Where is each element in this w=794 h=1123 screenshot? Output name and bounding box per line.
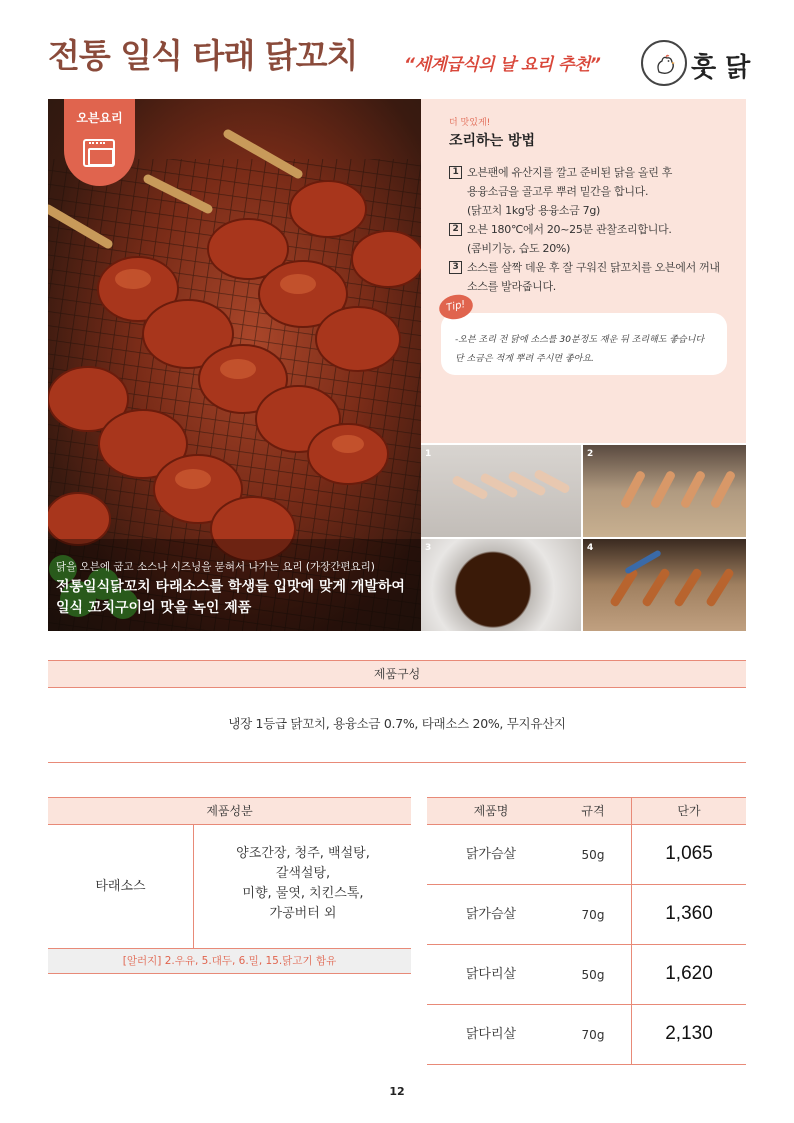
step-photo-1 (421, 445, 581, 537)
hero-photo (48, 99, 421, 631)
product-price: 1,620 (631, 945, 746, 1005)
table-row (427, 945, 746, 1005)
step-text: (닭꼬치 1kg당 용융소금 7g) (467, 204, 601, 217)
cooking-method-badge (64, 99, 135, 186)
product-price: 1,065 (631, 825, 746, 885)
hero-headline-line-2: 일식 꼬치구이의 맛을 녹인 제품 (56, 600, 252, 616)
product-spec: 70g (581, 1028, 605, 1042)
table-row (427, 885, 746, 945)
photo-number: 3 (425, 543, 432, 553)
ingredient-line: 양조간장, 청주, 백설탕, (236, 846, 370, 861)
product-name: 닭다리살 (465, 1027, 517, 1042)
step-text: 소스를 발라줍니다. (467, 280, 557, 293)
hero-caption: 닭을 오븐에 굽고 소스나 시즈닝을 묻혀서 나가는 요리 (가장간편요리) (56, 561, 375, 573)
column-header-spec: 규격 (555, 797, 631, 825)
product-spec: 50g (581, 848, 605, 862)
ingredient-line: 갈색설탕, (275, 866, 331, 881)
step-photo-4 (583, 539, 746, 631)
step-photo-3 (421, 539, 581, 631)
composition-header: 제품구성 (48, 660, 746, 688)
brand-logo (641, 40, 751, 88)
column-header-price: 단가 (631, 797, 746, 825)
product-price: 2,130 (631, 1005, 746, 1065)
product-spec: 70g (581, 908, 605, 922)
table-row (427, 825, 746, 885)
column-header-name: 제품명 (427, 797, 555, 825)
photo-number: 4 (587, 543, 594, 553)
recipe-step (449, 220, 749, 258)
tip-badge: Tip! (437, 292, 475, 323)
photo-number: 1 (425, 449, 432, 459)
allergy-info: [알러지] 2.우유, 5.대두, 6.밀, 15.닭고기 함유 (48, 948, 411, 974)
step-text: 오븐 180℃에서 20~25분 관찰조리합니다. (467, 223, 672, 236)
page-title: 전통 일식 타래 닭꼬치 (48, 36, 358, 75)
step-photo-2 (583, 445, 746, 537)
composition-divider (48, 762, 746, 763)
table-row (427, 1005, 746, 1065)
step-text: 소스를 살짝 데운 후 잘 구워진 닭꼬치를 오븐에서 꺼내 (467, 261, 720, 274)
product-name: 닭다리살 (465, 967, 517, 982)
product-name: 닭가슴살 (465, 847, 517, 862)
badge-label: 오븐요리 (76, 111, 123, 125)
photo-number: 2 (587, 449, 594, 459)
tip-line: 단 소금은 적게 뿌려 주시면 좋아요. (455, 354, 594, 364)
ingredient-list (195, 825, 411, 948)
oven-icon (83, 139, 115, 167)
step-text: 오븐팬에 유산지를 깔고 준비된 닭을 올린 후 (467, 166, 673, 179)
recipe-eyebrow: 더 맛있게! (449, 118, 491, 128)
step-number: 3 (449, 261, 462, 274)
ingredient-line: 미향, 물엿, 치킨스톡, (242, 886, 364, 901)
step-number: 1 (449, 166, 462, 179)
step-text: 용융소금을 골고루 뿌려 밑간을 합니다. (467, 185, 649, 198)
hero-headline (56, 577, 421, 619)
brand-name: 훗 닭 (691, 53, 751, 83)
step-number: 2 (449, 223, 462, 236)
recipe-steps (449, 163, 749, 296)
page-number: 12 (389, 1085, 405, 1098)
page-subtitle: “세계급식의 날 요리 추천” (404, 55, 601, 75)
ingredient-line: 가공버터 외 (269, 906, 337, 921)
product-name: 닭가슴살 (465, 907, 517, 922)
hero-headline-line-1: 전통일식닭꼬치 타래소스를 학생들 입맛에 맞게 개발하여 (56, 579, 405, 595)
product-price: 1,360 (631, 885, 746, 945)
tip-line: -오븐 조리 전 닭에 소스를 30분정도 재운 뒤 조리해도 좋습니다 (455, 335, 705, 345)
ingredient-name: 타래소스 (48, 825, 194, 948)
recipe-panel (421, 99, 746, 443)
tip-box (441, 313, 727, 375)
recipe-title: 조리하는 방법 (449, 133, 536, 149)
recipe-step (449, 258, 749, 296)
recipe-step (449, 163, 749, 220)
composition-text: 냉장 1등급 닭꼬치, 용융소금 0.7%, 타래소스 20%, 무지유산지 (228, 716, 566, 731)
product-spec: 50g (581, 968, 605, 982)
hen-logo-icon (641, 40, 687, 86)
tip-text (455, 331, 704, 369)
ingredients-header: 제품성분 (48, 797, 411, 825)
step-text: (콤비기능, 습도 20%) (467, 242, 571, 255)
